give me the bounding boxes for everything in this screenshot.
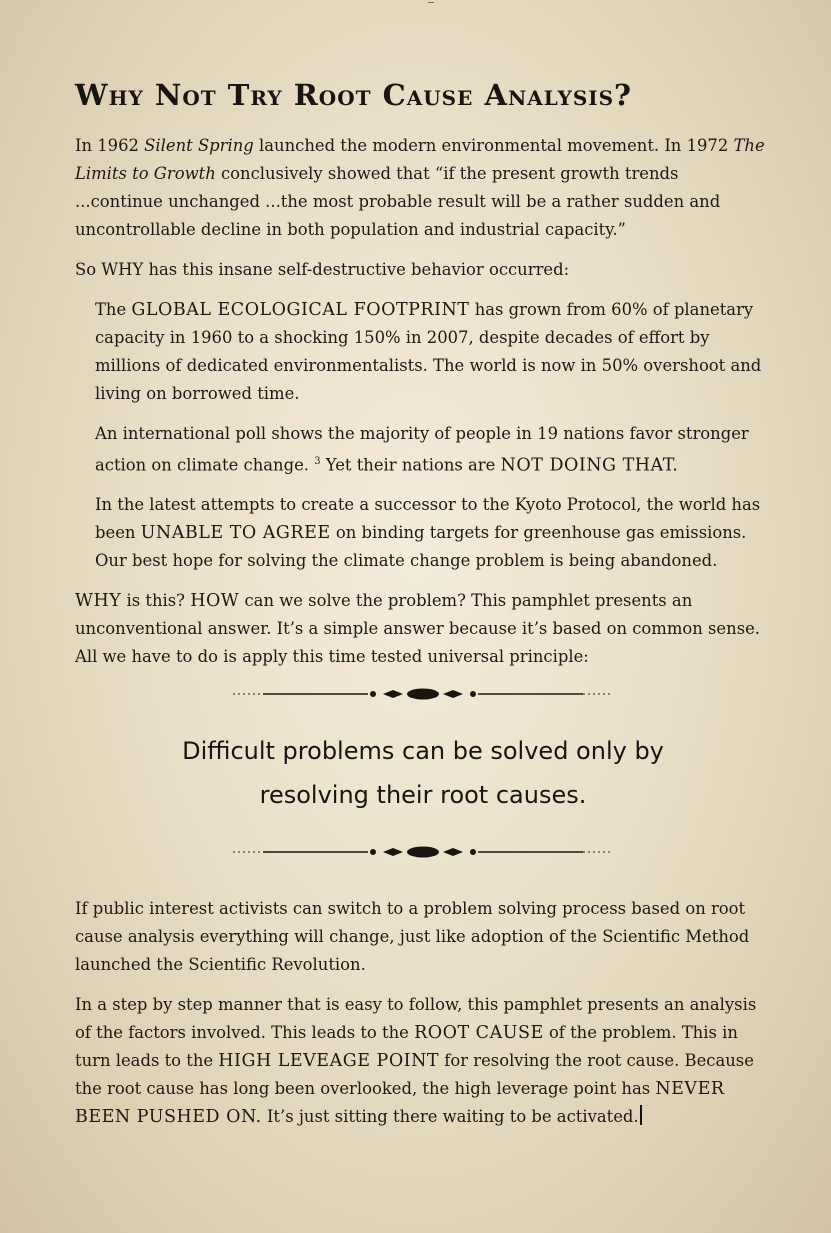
activists-paragraph: If public interest activists can switch to a problem solving process based on root cause analysis everything will change, just like adoption of the Scientific Method launched the Scientific Revolution. [75, 899, 750, 975]
emphasis-footprint: GLOBAL ECOLOGICAL FOOTPRINT [131, 300, 470, 320]
principle-quote: Difficult problems can be solved only by resolving their root causes. [182, 737, 664, 810]
emphasis-not-doing-that: NOT DOING THAT. [500, 455, 679, 476]
why-paragraph: WHY is this? HOW can we solve the problem? This pamphlet presents an unconventional answer. It’s a simple answer because it’s based on common sense. All we have to do is apply this time tested universal principle: [75, 591, 761, 667]
emphasis-unable-to-agree: UNABLE TO AGREE [140, 523, 331, 544]
footprint-paragraph: The GLOBAL ECOLOGICAL FOOTPRINT has grown from 60% of planetary capacity in 1960 to a shocking 150% in 2007, despite decades of effort by millions of dedicated environmentalists. The world is now in 50% overshoot and living on borrowed time. [95, 300, 762, 403]
text-cursor [640, 1105, 642, 1125]
intro-paragraph: In 1962 Silent Spring launched the modern environmental movement. In 1972 The Limits to Growth conclusively showed that “if the present growth trends ...continue unchanged ...the most probable result will be a rather sudden and uncontrollable decline in both population and industrial capacity.” [75, 136, 765, 239]
book-title-limits-to-growth: The Limits to Growth [75, 136, 765, 183]
page-title: Why Not Try Root Cause Analysis? [75, 78, 633, 112]
principle-block [75, 687, 771, 859]
poll-paragraph: An international poll shows the majority of people in 19 nations favor stronger action on climate change. $^3$ Yet their nations are NOT DOING THAT. [95, 424, 749, 476]
final-paragraph[interactable]: In a step by step manner that is easy to follow, this pamphlet presents an analysis of the factors involved. This leads to the ROOT CAUSE of the problem. This in turn leads to the HIGH LEVEAGE POINT for resolving the root cause. Because the root cause has long been overlooked, the high leverage point has NEVER BEEN PUSHED ON. It’s just sitting there waiting to be activated. [75, 995, 757, 1128]
kyoto-paragraph: In the latest attempts to create a successor to the Kyoto Protocol, the world has been UNABLE TO AGREE on binding targets for greenhouse gas emissions. Our best hope for solving the climate change problem is being abandoned. [95, 495, 761, 571]
ornament-divider-top [233, 687, 613, 701]
ornament-divider-bottom [233, 845, 613, 859]
book-title-silent-spring: Silent Spring [144, 136, 254, 155]
question-paragraph: So WHY has this insane self-destructive behavior occurred: [75, 260, 570, 279]
footnote-reference: 3 [314, 456, 321, 467]
